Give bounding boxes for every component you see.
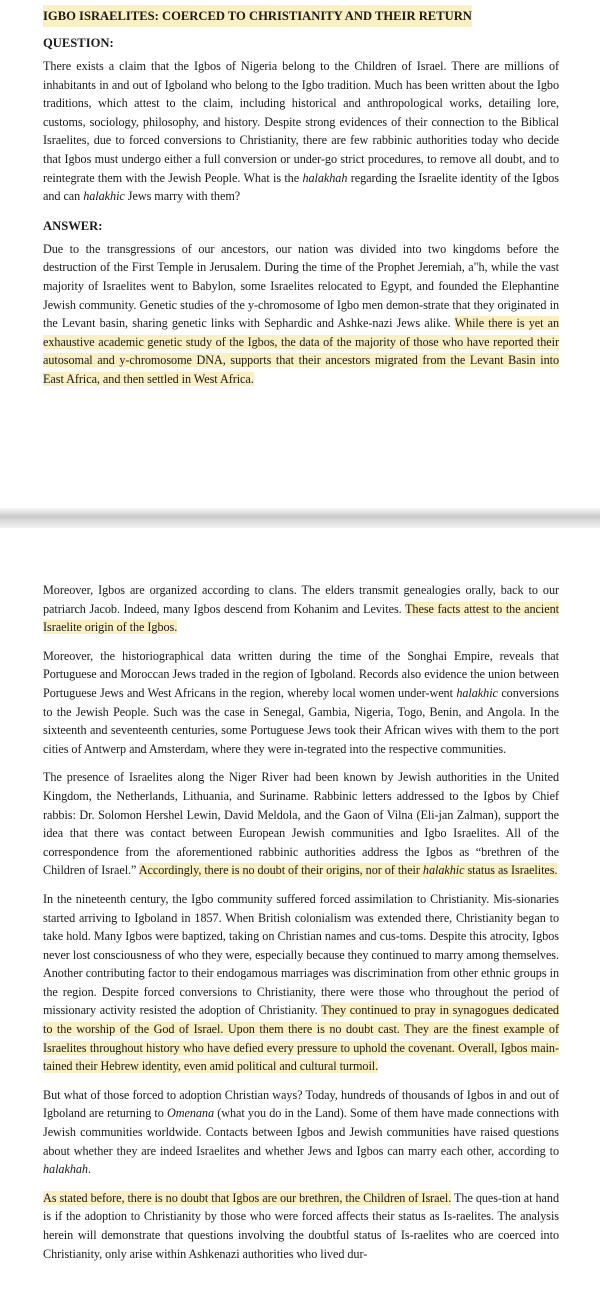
halakhic-term: halakhic	[83, 189, 125, 204]
page-1-content	[43, 5, 559, 399]
answer-paragraph: Due to the transgressions of our ancestors, our nation was divided into two kingdoms before the destruction of the First Temple in Jerusalem. During the time of the Prophet Jeremiah, a"h, while the vast majority of Israelites went to Babylon, some Israelites relocated to Egypt, and founded the Elephantine Jewish community. Genetic studies of the y-chromosome of Igbo men demon-strate that they originated in the Levant basin, sharing genetic links with Sephardic and Ashke-nazi Jews alike. While there is yet an exhaustive academic genetic study of the Igbos, the data of the majority of those who have reported their autosomal and y-chromosome DNA, supports that their ancestors migrated from the Levant Basin into East Africa, and then settled in West Africa.	[43, 241, 559, 386]
highlighted-text: Accordingly, there is no doubt of their origins, nor of their halakhic status as Israelites.	[138, 863, 558, 878]
highlighted-text: While there is yet an exhaustive academic genetic study of the Igbos, the data of the majority of those who have reported their autosomal and y-chromosome DNA, supports that their ancestors migrated from the Levant Basin into East Africa, and then settled in West Africa.	[43, 316, 559, 386]
answer-heading: ANSWER:	[43, 218, 103, 233]
halakhic-term: halakhic	[456, 685, 498, 700]
conclusion-paragraph: As stated before, there is no doubt that Igbos are our brethren, the Children of Israel. The ques-tion at hand is if the adoption to Christianity by those who were forced affects their status as Is-raelites. The analysis herein will demonstrate that questions involving the doubtful status of Is-raelites who are coerced into Christianity, only arise within Ashkenazi authorities who lived dur-	[43, 1190, 559, 1261]
question-paragraph: There exists a claim that the Igbos of Nigeria belong to the Children of Israel. There are millions of inhabitants in and out of Igboland who belong to the Igbo tradition. Much has been written about the Igbo traditions, which attest to the claim, including historical and anthropological works, detailing lore, customs, sociology, philosophy, and history. Despite strong evidences of their connection to the Biblical Israelites, due to forced conversions to Christianity, there are few rabbinic authorities today who decide that Igbos must undergo either a full conversion or under-go strict procedures, to remove all doubt, and to reintegrate them with the Jewish People. What is the halakhah regarding the Israelite identity of the Igbos and can halakhic Jews marry with them?	[43, 59, 559, 204]
nineteenth-century-paragraph: In the nineteenth century, the Igbo community suffered forced assimilation to Christianity. Mis-sionaries started arriving to Igboland in 1857. When British colonialism was extended there, Christianity began to take hold. Many Igbos were baptized, taking on Christian names and cus-toms. Despite this atrocity, Igbos never lost consciousness of who they were, especially because they continued to marry among themselves. Another contributing factor to their endogamous marriages was discrimination from other ethnic groups in the region. Despite forced conversions to Christianity, there were those who throughout the period of missionary activity resisted the adoption of Christianity. They continued to pray in synagogues dedicated to the worship of the God of Israel. Upon them there is no doubt cast. They are the finest example of Israelites throughout history who have defied every pressure to uphold the covenant. Overall, Igbos main-tained their Hebrew identity, even amid political and cultural turmoil.	[43, 891, 559, 1074]
halakhic-term: halakhic	[422, 863, 465, 878]
omenana-paragraph: But what of those forced to adoption Christian ways? Today, hundreds of thousands of Igbos in and out of Igboland are returning to Omenana (what you do in the Land). Some of them have made connections with Jewish communities worldwide. Contacts between Igbos and Jewish communities have raised questions about whether they are indeed Israelites and whether Jews and Igbos can marry each other, according to halakhah.	[43, 1087, 559, 1177]
halakhah-term: halakhah	[43, 1162, 88, 1177]
page-2-content	[43, 581, 559, 1273]
document-page-2	[0, 528, 600, 1310]
document-title: IGBO ISRAELITES: COERCED TO CHRISTIANITY AND THEIR RETURN	[43, 5, 472, 27]
omenana-term: Omenana	[166, 1106, 215, 1121]
question-heading: QUESTION:	[43, 36, 114, 50]
clans-paragraph: Moreover, Igbos are organized according to clans. The elders transmit genealogies orally, back to our patriarch Jacob. Indeed, many Igbos descend from Kohanim and Levites. These facts attest to the ancient Israelite origin of the Igbos.	[43, 583, 559, 635]
document-page-1	[0, 0, 600, 508]
page-separator	[0, 508, 600, 528]
halakhah-term: halakhah	[302, 170, 348, 185]
historiographical-paragraph: Moreover, the historiographical data written during the time of the Songhai Empire, reveals that Portuguese and Moroccan Jews traded in the region of Igboland. Records also evidence the union between Portuguese Jews and West Africans in the region, whereby local women under-went halakhic conversions to the Jewish People. Such was the case in Senegal, Gambia, Nigeria, Togo, Benin, and Angola. In the sixteenth and seventeenth centuries, some Portuguese Jews took their African wives with them to the port cities of Antwerp and Amsterdam, where they were in-tegrated into the respective communities.	[43, 648, 559, 756]
highlighted-text: As stated before, there is no doubt that Igbos are our brethren, the Children of Israel.	[43, 1190, 452, 1205]
highlighted-text: They continued to pray in synagogues dedicated to the worship of the God of Israel. Upon them there is no doubt cast. They are the finest example of Israelites throughout history who have defied every pressure to uphold the covenant. Overall, Igbos main-tained their Hebrew identity, even amid political and cultural turmoil.	[43, 1003, 559, 1074]
highlighted-text: These facts attest to the ancient Israelite origin of the Igbos.	[43, 601, 559, 635]
niger-river-paragraph: The presence of Israelites along the Niger River had been known by Jewish authorities in the United Kingdom, the Netherlands, Lithuania, and Suriname. Rabbinic letters addressed to the Igbos by Chief rabbis: Dr. Solomon Hershel Lewin, David Meldola, and the Gaon of Vilna (Eli-jan Zalman), support the idea that there was contact between European Jewish communities and Igbo Israelites. All of the correspondence from the aforementioned rabbinic authorities address the Igbos as “brethren of the Children of Israel.” Accordingly, there is no doubt of their origins, nor of their halakhic status as Israelites.	[43, 770, 559, 878]
